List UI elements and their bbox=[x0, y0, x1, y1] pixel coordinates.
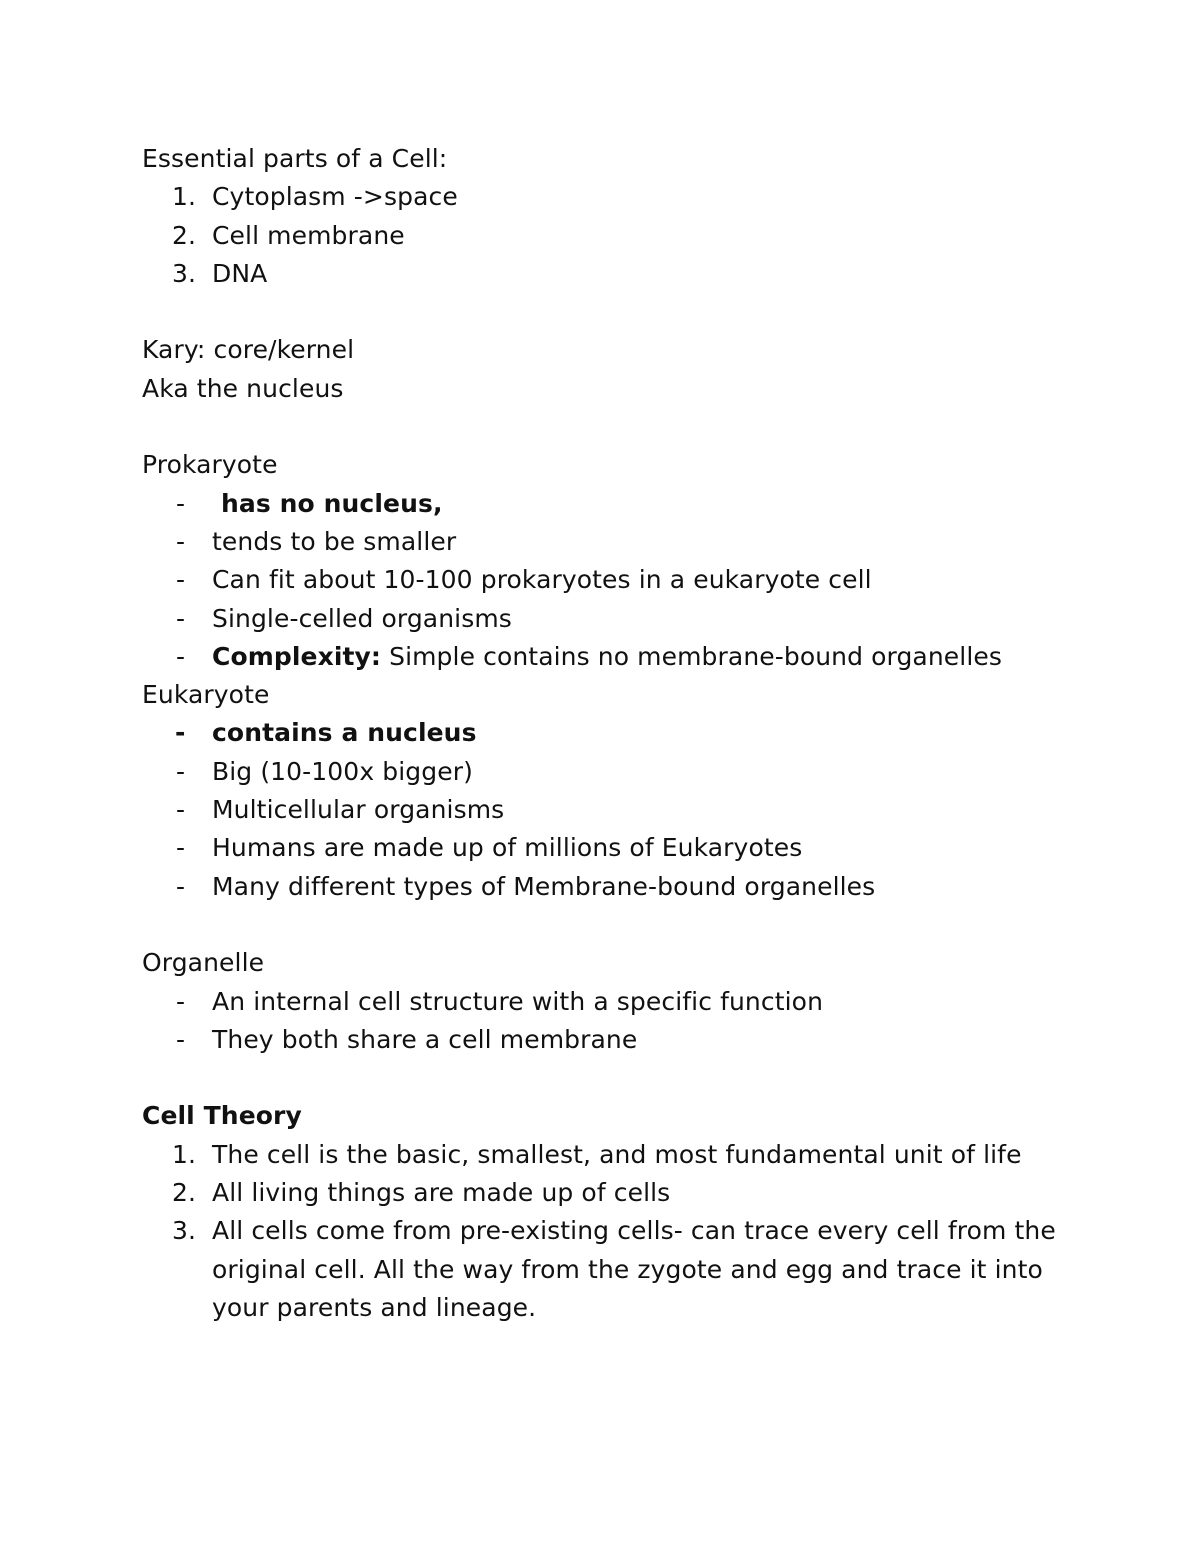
list-item bbox=[142, 178, 1062, 216]
cell-theory-heading: Cell Theory bbox=[142, 1101, 302, 1131]
prokaryote-heading: Prokaryote bbox=[142, 450, 278, 480]
list-item bbox=[142, 255, 1062, 293]
list-item-bold-text: has no nucleus, bbox=[221, 488, 443, 518]
list-item bbox=[142, 638, 1062, 676]
list-item-text: Cytoplasm ->space bbox=[212, 182, 458, 212]
dash-bullet: - bbox=[176, 488, 186, 518]
list-item bbox=[142, 561, 1062, 599]
list-item-text: DNA bbox=[212, 258, 268, 288]
list-item-text: An internal cell structure with a specific function bbox=[212, 986, 824, 1016]
dash-bullet: - bbox=[176, 986, 186, 1016]
list-item bbox=[142, 753, 1062, 791]
dash-bullet: - bbox=[176, 871, 186, 901]
dash-bullet: - bbox=[176, 603, 186, 633]
list-item-text: Multicellular organisms bbox=[212, 795, 505, 825]
list-number: 1. bbox=[172, 1139, 197, 1169]
essential-parts-list bbox=[142, 178, 1062, 293]
dash-bullet: - bbox=[176, 833, 186, 863]
eukaryote-list bbox=[142, 714, 1062, 905]
list-item bbox=[142, 983, 1062, 1021]
list-item bbox=[142, 829, 1062, 867]
list-item-text: All cells come from pre-existing cells- can trace every cell from the original cell. All the way from the zygote and egg and trace it into your parents and lineage. bbox=[212, 1216, 1056, 1322]
list-item bbox=[142, 217, 1062, 255]
list-item bbox=[142, 600, 1062, 638]
dash-bullet: - bbox=[176, 795, 186, 825]
list-item-bold-text: contains a nucleus bbox=[212, 718, 477, 748]
list-item-text: Single-celled organisms bbox=[212, 603, 512, 633]
list-item-bold-text: Complexity: bbox=[212, 641, 382, 671]
blank-line bbox=[142, 293, 1062, 331]
dash-bullet: - bbox=[176, 1024, 186, 1054]
list-item bbox=[142, 868, 1062, 906]
list-item-text: Cell membrane bbox=[212, 220, 405, 250]
list-item-text: Humans are made up of millions of Eukaryotes bbox=[212, 833, 803, 863]
kary-definition: Kary: core/kernel bbox=[142, 335, 355, 365]
list-item bbox=[142, 1136, 1062, 1174]
document-content bbox=[142, 140, 1062, 1327]
list-item-text: All living things are made up of cells bbox=[212, 1178, 671, 1208]
list-item bbox=[142, 1212, 1062, 1327]
dash-bullet: - bbox=[176, 641, 186, 671]
list-item-text: Many different types of Membrane-bound organelles bbox=[212, 871, 876, 901]
list-item-text: The cell is the basic, smallest, and most fundamental unit of life bbox=[212, 1139, 1022, 1169]
list-number: 1. bbox=[172, 182, 197, 212]
organelle-heading: Organelle bbox=[142, 948, 265, 978]
list-item-text: They both share a cell membrane bbox=[212, 1024, 638, 1054]
list-item bbox=[142, 1174, 1062, 1212]
list-item bbox=[142, 523, 1062, 561]
list-item bbox=[142, 791, 1062, 829]
dash-bullet: - bbox=[175, 718, 186, 748]
list-item bbox=[142, 485, 1062, 523]
list-item-text: Big (10-100x bigger) bbox=[212, 756, 473, 786]
prokaryote-list bbox=[142, 485, 1062, 676]
dash-bullet: - bbox=[176, 565, 186, 595]
list-item bbox=[142, 1021, 1062, 1059]
organelle-list bbox=[142, 983, 1062, 1060]
blank-line bbox=[142, 1059, 1062, 1097]
list-number: 2. bbox=[172, 220, 197, 250]
blank-line bbox=[142, 408, 1062, 446]
eukaryote-heading: Eukaryote bbox=[142, 680, 270, 710]
dash-bullet: - bbox=[176, 526, 186, 556]
cell-theory-list bbox=[142, 1136, 1062, 1327]
list-item-text: tends to be smaller bbox=[212, 526, 457, 556]
essential-parts-heading: Essential parts of a Cell: bbox=[142, 144, 448, 173]
list-item-text: Simple contains no membrane-bound organelles bbox=[381, 641, 1002, 671]
kary-nucleus-note: Aka the nucleus bbox=[142, 373, 344, 403]
list-item bbox=[142, 714, 1062, 752]
blank-line bbox=[142, 906, 1062, 944]
list-number: 3. bbox=[172, 1216, 197, 1246]
list-number: 3. bbox=[172, 258, 197, 288]
dash-bullet: - bbox=[176, 756, 186, 786]
list-item-text: Can fit about 10-100 prokaryotes in a eukaryote cell bbox=[212, 565, 872, 595]
list-number: 2. bbox=[172, 1178, 197, 1208]
